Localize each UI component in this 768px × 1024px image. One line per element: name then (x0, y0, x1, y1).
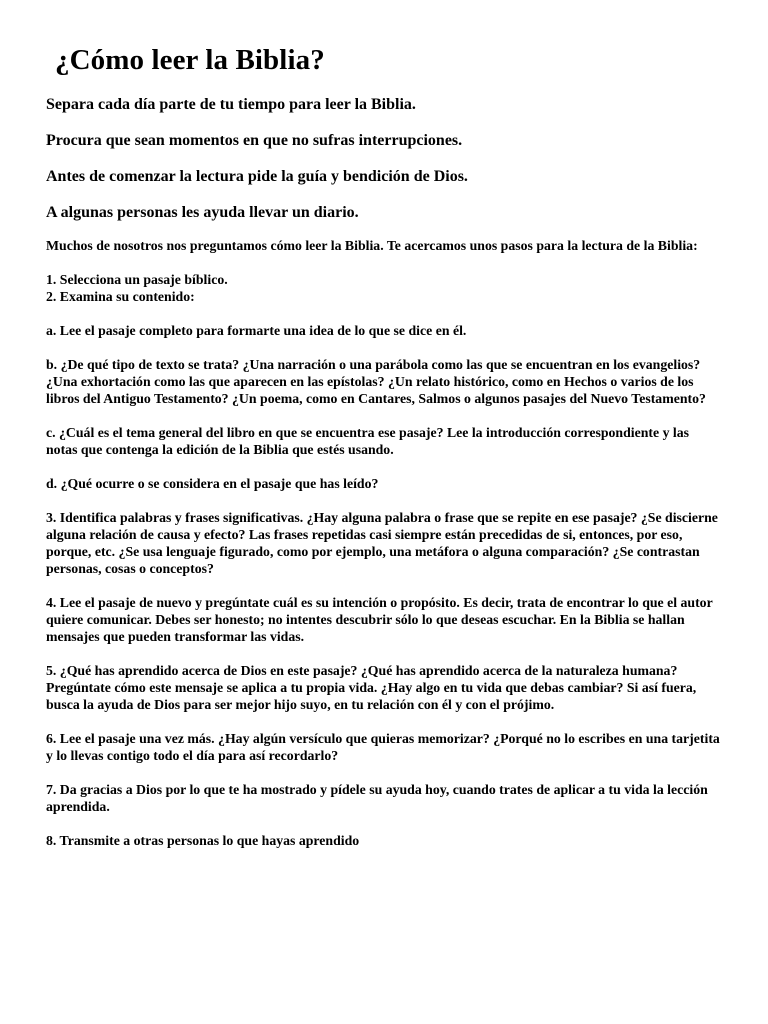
step-5: 5. ¿Qué has aprendido acerca de Dios en este pasaje? ¿Qué has aprendido acerca de la naturaleza humana? Pregúntate cómo este mensaje se aplica a tu propia vida. ¿Hay algo en tu vida que debas cambiar? Si así fuera, busca la ayuda de Dios para ser mejor hijo suyo, en tu relación con él y con el prójimo. (46, 663, 697, 712)
intro-tips (46, 94, 726, 238)
substep-c: c. ¿Cuál es el tema general del libro en que se encuentra ese pasaje? Lee la introducción correspondiente y las notas que contenga la edición de la Biblia que estés usando. (46, 425, 690, 457)
intro-tip: Separa cada día parte de tu tiempo para leer la Biblia. (46, 96, 416, 113)
lead-paragraph: Muchos de nosotros nos preguntamos cómo leer la Biblia. Te acercamos unos pasos para la lectura de la Biblia: (46, 238, 698, 253)
intro-tip: Procura que sean momentos en que no sufras interrupciones. (46, 132, 463, 149)
step-6: 6. Lee el pasaje una vez más. ¿Hay algún versículo que quieras memorizar? ¿Porqué no lo escribes en una tarjetita y lo llevas contigo todo el día para así recordarlo? (46, 731, 720, 763)
page-title: ¿Cómo leer la Biblia? (55, 44, 325, 76)
substep-d: d. ¿Qué ocurre o se considera en el pasaje que has leído? (46, 476, 379, 491)
step-7: 7. Da gracias a Dios por lo que te ha mostrado y pídele su ayuda hoy, cuando trates de aplicar a tu vida la lección aprendida. (46, 782, 708, 814)
step-3: 3. Identifica palabras y frases significativas. ¿Hay alguna palabra o frase que se repite en ese pasaje? ¿Se discierne alguna relación de causa y efecto? Las frases repetidas casi siempre están precedidas de si, entonces, por eso, porque, etc. ¿Se usa lenguaje figurado, como por ejemplo, una metáfora o alguna comparación? ¿Se contrastan personas, cosas o conceptos? (46, 510, 718, 576)
step-8: 8. Transmite a otras personas lo que hayas aprendido (46, 833, 360, 848)
step-4: 4. Lee el pasaje de nuevo y pregúntate cuál es su intención o propósito. Es decir, trata de encontrar lo que el autor quiere comunicar. Debes ser honesto; no intentes descubrir sólo lo que deseas escuchar. En la Biblia se hallan mensajes que pueden transformar las vidas. (46, 595, 713, 644)
reading-steps (46, 237, 722, 866)
intro-tip: Antes de comenzar la lectura pide la guía y bendición de Dios. (46, 168, 468, 185)
substep-a: a. Lee el pasaje completo para formarte una idea de lo que se dice en él. (46, 323, 467, 338)
step-2: 2. Examina su contenido: (46, 289, 195, 304)
substep-b: b. ¿De qué tipo de texto se trata? ¿Una narración o una parábola como las que se encuentran en los evangelios? ¿Una exhortación como las que aparecen en las epístolas? ¿Un relato histórico, como en Hechos o varios de los libros del Antiguo Testamento? ¿Un poema, como en Cantares, Salmos o algunos pasajes del Nuevo Testamento? (46, 357, 706, 406)
step-1: 1. Selecciona un pasaje bíblico. (46, 272, 228, 287)
intro-tip: A algunas personas les ayuda llevar un diario. (46, 204, 359, 221)
